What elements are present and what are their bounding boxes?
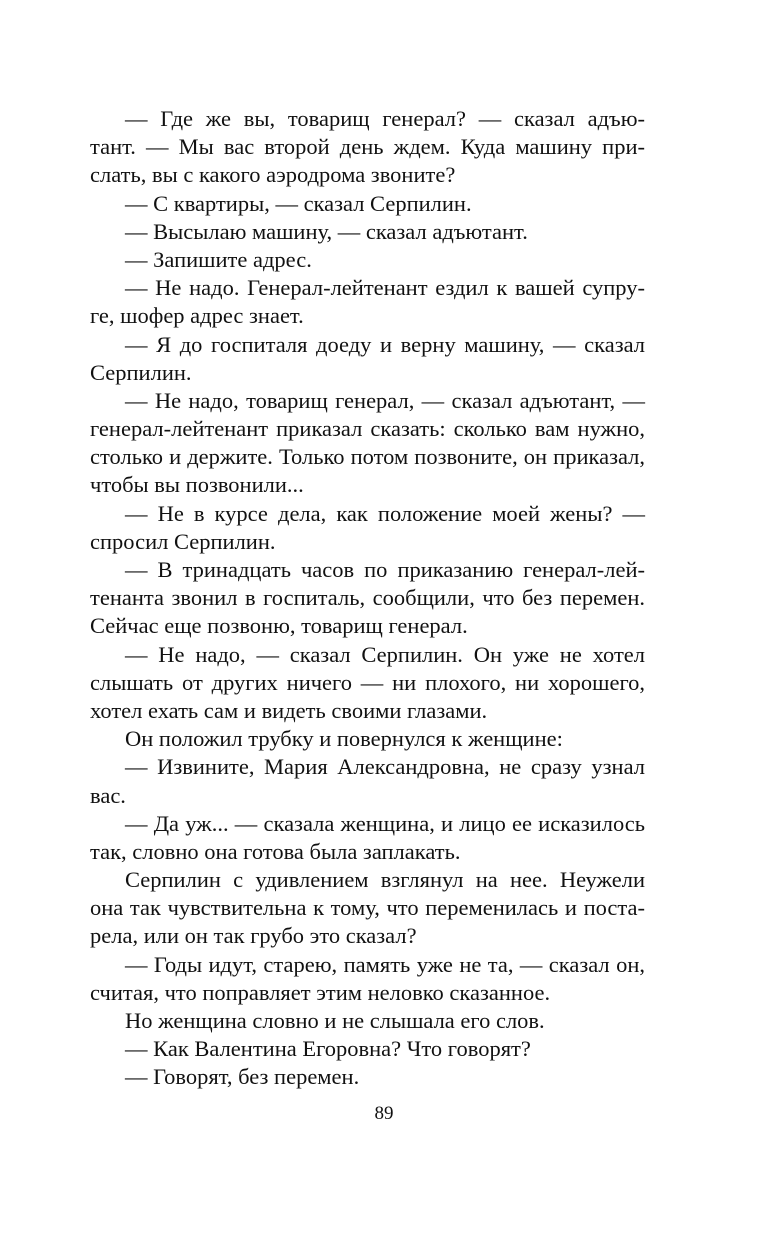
text-line: — Я до госпиталя доеду и верну машину, — сказал: [125, 331, 645, 357]
text-line: — Годы идут, старею, память уже не та, — сказал он,: [125, 951, 645, 977]
text-line: — В тринадцать часов по приказанию генерал-лей-: [125, 557, 645, 582]
paragraph: [90, 274, 645, 330]
text-line: — Высылаю машину, — сказал адъютант.: [125, 218, 528, 244]
paragraph: [90, 1007, 645, 1035]
text-line: Но женщина словно и не слышала его слов.: [125, 1008, 545, 1033]
paragraph: [90, 810, 645, 866]
text-line: — Извините, Мария Александровна, не сразу узнал: [125, 754, 645, 780]
paragraph: [90, 1035, 645, 1063]
paragraph: [90, 331, 645, 387]
text-line: Серпилин.: [90, 359, 192, 385]
page-body: [90, 105, 645, 1092]
text-line: ге, шофер адрес знает.: [90, 303, 304, 329]
text-line: Серпилин с удивлением взглянул на нее. Неужели: [125, 867, 645, 893]
text-line: — Говорят, без перемен.: [125, 1064, 360, 1090]
text-line: слать, вы с какого аэродрома звоните?: [90, 162, 456, 188]
text-line: слышать от других ничего — ни плохого, ни хорошего,: [90, 669, 645, 695]
text-line: считая, что поправляет этим неловко сказанное.: [90, 979, 551, 1005]
paragraph: [90, 866, 645, 951]
page-number: 89: [374, 1103, 394, 1124]
text-line: — Не надо, товарищ генерал, — сказал адъютант, —: [125, 387, 645, 413]
paragraph: [90, 951, 645, 1007]
text-line: тант. — Мы вас второй день ждем. Куда машину при-: [90, 134, 645, 160]
paragraph: [90, 246, 645, 274]
paragraph: [90, 500, 645, 556]
paragraph: [90, 725, 645, 753]
text-line: Он положил трубку и повернулся к женщине:: [125, 726, 563, 752]
paragraph: [90, 1063, 645, 1091]
text-line: — Не надо. Генерал-лейтенант ездил к вашей супру-: [125, 275, 645, 301]
paragraph: [90, 556, 645, 641]
text-line: генерал-лейтенант приказал сказать: сколько вам нужно,: [90, 416, 645, 442]
paragraph: [90, 641, 645, 726]
paragraph: [90, 387, 645, 500]
paragraph: [90, 218, 645, 246]
paragraph: [90, 105, 645, 190]
text-line: столько и держите. Только потом позвоните, он приказал,: [90, 444, 645, 470]
text-line: тенанта звонил в госпиталь, сообщили, что без перемен.: [90, 585, 645, 611]
paragraph: [90, 753, 645, 809]
text-line: рела, или он так грубо это сказал?: [90, 923, 417, 949]
text-line: — Где же вы, товарищ генерал? — сказал адъю-: [125, 106, 645, 131]
text-line: вас.: [90, 782, 126, 808]
text-line: спросил Серпилин.: [90, 528, 276, 554]
text-line: — Не надо, — сказал Серпилин. Он уже не хотел: [125, 641, 645, 667]
text-line: она так чувствительна к тому, что переменилась и поста-: [90, 895, 645, 921]
text-line: — Как Валентина Егоровна? Что говорят?: [125, 1036, 531, 1062]
text-line: чтобы вы позвонили...: [90, 472, 304, 498]
text-line: так, словно она готова была заплакать.: [90, 838, 461, 864]
text-line: Сейчас еще позвоню, товарищ генерал.: [90, 613, 468, 639]
paragraph: [90, 190, 645, 218]
text-line: хотел ехать сам и видеть своими глазами.: [90, 697, 488, 723]
text-line: — Не в курсе дела, как положение моей жены? —: [125, 500, 645, 526]
text-line: — С квартиры, — сказал Серпилин.: [125, 190, 472, 216]
text-line: — Да уж... — сказала женщина, и лицо ее исказилось: [125, 810, 645, 836]
text-line: — Запишите адрес.: [125, 246, 312, 272]
